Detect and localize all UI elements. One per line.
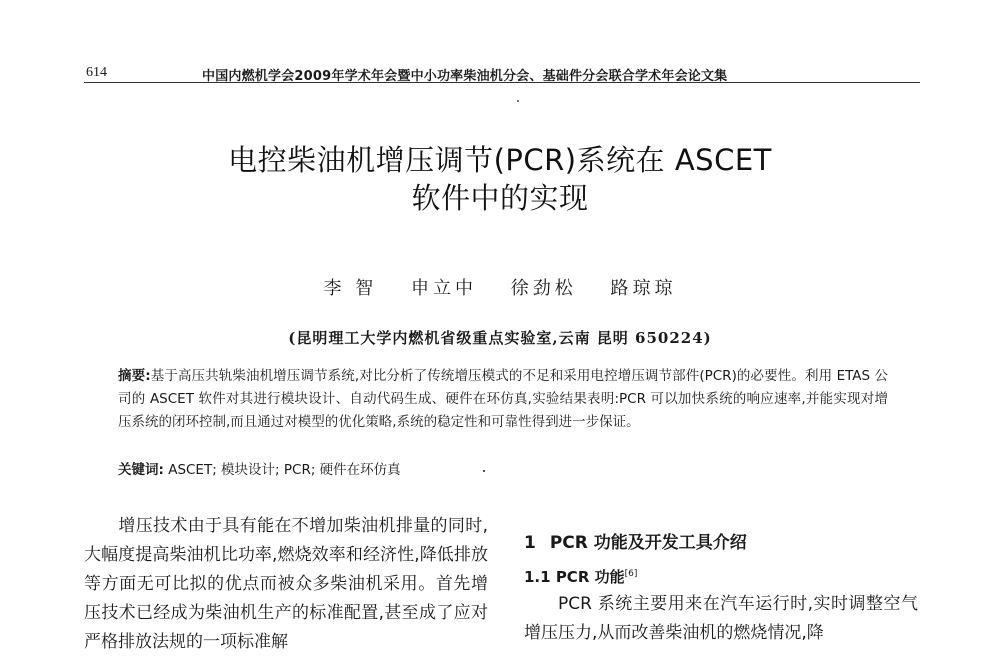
subsection-number: 1.1	[524, 568, 551, 586]
author: 路琼琼	[610, 278, 677, 299]
paper-title-line-1: 电控柴油机增压调节(PCR)系统在 ASCET	[228, 143, 772, 177]
body-left-column	[84, 512, 488, 657]
abstract-label: 摘要:	[118, 368, 151, 384]
paper-title-line-2: 软件中的实现	[411, 181, 589, 215]
scan-speck	[517, 100, 519, 102]
keywords-text: ASCET; 模块设计; PCR; 硬件在环仿真	[168, 462, 401, 478]
header-rule	[84, 82, 920, 83]
author: 申立中	[411, 278, 477, 299]
subsection-title: PCR 功能	[555, 568, 625, 586]
keywords	[118, 458, 888, 478]
subsection-heading	[524, 566, 637, 587]
affiliation: (昆明理工大学内燃机省级重点实验室,云南 昆明 650224)	[288, 329, 712, 347]
author-list	[0, 274, 1000, 300]
scan-speck	[483, 470, 485, 472]
body-right-paragraph: PCR 系统主要用来在汽车运行时,实时调整空气增压压力,从而改善柴油机的燃烧情况,降	[524, 594, 918, 643]
abstract-text: 基于高压共轨柴油机增压调节系统,对比分析了传统增压模式的不足和采用电控增压调节部件(PCR)的必要性。利用 ETAS 公司的 ASCET 软件对其进行模块设计、自动代码生成、硬件在环仿真,实验结果表明:PCR 可以加快系统的响应速率,并能实现对增压系统的闭环控制,而且通过对模型的优化策略,系统的稳定性和可靠性得到进一步保证。	[118, 368, 889, 430]
keywords-label: 关键词:	[118, 462, 164, 478]
section-number: 1	[524, 533, 536, 553]
abstract	[118, 365, 888, 434]
page-number: 614	[86, 65, 107, 80]
body-right-column	[524, 590, 918, 648]
section-heading	[524, 528, 747, 553]
body-left-paragraph: 增压技术由于具有能在不增加柴油机排量的同时,大幅度提高柴油机比功率,燃烧效率和经济性,降低排放等方面无可比拟的优点而被众多柴油机采用。首先增压技术已经成为柴油机生产的标准配置,甚至成了应对严格排放法规的一项标准解	[84, 516, 488, 652]
author: 徐劲松	[510, 278, 577, 299]
section-title: PCR 功能及开发工具介绍	[549, 533, 747, 553]
running-head-title: 中国内燃机学会2009年学术年会暨中小功率柴油机分会、基础件分会联合学术年会论文集	[202, 69, 728, 84]
running-header	[86, 62, 918, 84]
citation-ref: [6]	[624, 569, 638, 579]
author: 李 智	[323, 278, 378, 299]
